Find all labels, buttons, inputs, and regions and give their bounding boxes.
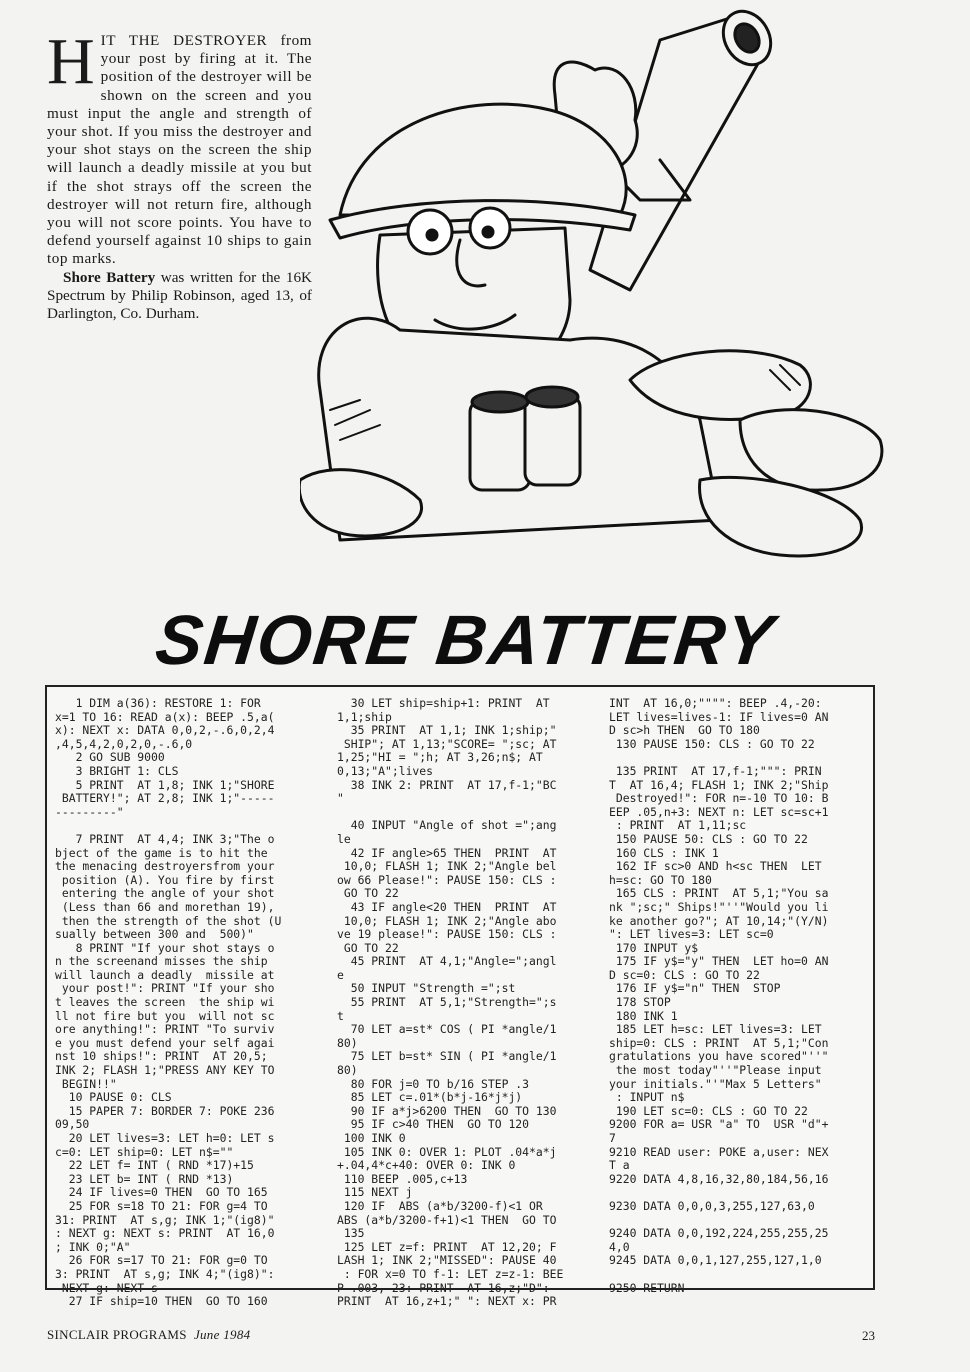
intro-paragraph: IT THE DESTROYER from your post by firing at it. The position of the destroyer will be shown on the screen and you must input the angle and strength of your shot. If you miss the destroyer and your shot stays on the screen the ship will launch a deadly missile at you but if the shot strays off the screen the destroyer will not return fire, although you will not score points. You have to defend yourself against 10 ships to gain top marks. [47, 32, 312, 268]
drop-cap: H [47, 25, 95, 98]
soldier-cartoon-illustration [300, 0, 910, 600]
page-number: 23 [862, 1328, 875, 1343]
title-text: SHORE BATTERY [152, 600, 779, 679]
listing-column-2: 30 LET ship=ship+1: PRINT AT 1,1;ship 35 PRINT AT 1,1; INK 1;ship;" SHIP"; AT 1,13;"SCORE= ";sc; AT 1,25;"HI = ";h; AT 3,26;n$; AT 0,13;"A";lives 38 INK 2: PRINT AT 17,f-1;"BC " 40 INPUT "Angle of shot =";ang le 42 IF angle>65 THEN PRINT AT 10,0; FLASH 1; INK 2;"Angle bel ow 66 Please!": PAUSE 150: CLS : GO TO 22 43 IF angle<20 THEN PRINT AT 10,0; FLASH 1; INK 2;"Angle abo ve 19 please!": PAUSE 150: CLS : GO TO 22 45 PRINT AT 4,1;"Angle=";angl e 50 INPUT "Strength =";st 55 PRINT AT 5,1;"Strength=";s t 70 LET a=st* COS ( PI *angle/1 80) 75 LET b=st* SIN ( PI *angle/1 80) 80 FOR j=0 TO b/16 STEP .3 85 LET c=.01*(b*j-16*j*j) 90 IF a*j>6200 THEN GO TO 130 95 IF c>40 THEN GO TO 120 100 INK 0 105 INK 0: OVER 1: PLOT .04*a*j +.04,4*c+40: OVER 0: INK 0 110 BEEP .005,c+13 115 NEXT j 120 IF ABS (a*b/3200-f)<1 OR ABS (a*b/3200-f+1)<1 THEN GO TO 135 125 LET z=f: PRINT AT 12,20; F LASH 1; INK 2;"MISSED": PAUSE 40 : FOR x=0 TO f-1: LET z=z-1: BEE P .003,-23: PRINT AT 16,z;"D": PRINT AT 16,z+1;" ": NEXT x: PR [337, 696, 564, 1309]
program-listing [45, 685, 875, 1309]
listing-column-3: INT AT 16,0;"""": BEEP .4,-20: LET lives=lives-1: IF lives=0 AN D sc>h THEN GO TO 180 130 PAUSE 150: CLS : GO TO 22 135 PRINT AT 17,f-1;""": PRIN T AT 16,4; FLASH 1; INK 2;"Ship Destroyed!": FOR n=-10 TO 10: B EEP .05,n+3: NEXT n: LET sc=sc+1 : PRINT AT 1,11;sc 150 PAUSE 50: CLS : GO TO 22 160 CLS : INK 1 162 IF sc>0 AND h<sc THEN LET h=sc: GO TO 180 165 CLS : PRINT AT 5,1;"You sa nk ";sc;" Ships!"''"Would you li ke another go?"; AT 10,14;"(Y/N) ": LET lives=3: LET sc=0 170 INPUT y$ 175 IF y$="y" THEN LET ho=0 AN D sc=0: CLS : GO TO 22 176 IF y$="n" THEN STOP 178 STOP 180 INK 1 185 LET h=sc: LET lives=3: LET ship=0: CLS : PRINT AT 5,1;"Con gratulations you have scored"''" the most today"''"Please input your initials."'"Max 5 Letters" : INPUT n$ 190 LET sc=0: CLS : GO TO 22 9200 FOR a= USR "a" TO USR "d"+ 7 9210 READ user: POKE a,user: NEX T a 9220 DATA 4,8,16,32,80,184,56,16 9230 DATA 0,0,0,3,255,127,63,0 9240 DATA 0,0,192,224,255,255,25 4,0 9245 DATA 0,0,1,127,255,127,1,0 9250 RETURN [609, 696, 829, 1295]
title-banner [150, 596, 790, 686]
credit-text: was written for the 16K Spectrum by Philip Robinson, aged 13, of Darlington, Co. Durham. [47, 268, 313, 323]
issue-date: June 1984 [193, 1327, 251, 1342]
footer-credit [47, 1327, 250, 1343]
listing-column-1: 1 DIM a(36): RESTORE 1: FOR x=1 TO 16: READ a(x): BEEP .5,a( x): NEXT x: DATA 0,0,2,-.6,0,2,4 ,4,5,4,2,0,2,0,-.6,0 2 GO SUB 9000 3 BRIGHT 1: CLS 5 PRINT AT 1,8; INK 1;"SHORE BATTERY!"; AT 2,8; INK 1;"----- ---------" 7 PRINT AT 4,4; INK 3;"The o bject of the game is to hit the the menacing destroyersfrom your position (A). You fire by first entering the angle of your shot (Less than 66 and morethan 19), then the strength of the shot (U sually between 300 and 500)" 8 PRINT "If your shot stays o n the screenand misses the ship will launch a deadly missile at your post!": PRINT "If your sho t leaves the screen the ship wi ll not fire but you will not sc ore anything!": PRINT "To surviv e you must defend your self agai nst 10 ships!": PRINT AT 20,5; INK 2; FLASH 1;"PRESS ANY KEY TO BEGIN!!" 10 PAUSE 0: CLS 15 PAPER 7: BORDER 7: POKE 236 09,50 20 LET lives=3: LET h=0: LET s c=0: LET ship=0: LET n$="" 22 LET f= INT ( RND *17)+15 23 LET b= INT ( RND *13) 24 IF lives=0 THEN GO TO 165 25 FOR s=18 TO 21: FOR g=4 TO 31: PRINT AT s,g; INK 1;"(ig8)" : NEXT g: NEXT s: PRINT AT 16,0 ; INK 0;"A" 26 FOR s=17 TO 21: FOR g=0 TO 3: PRINT AT s,g; INK 4;"(ig8)": NEXT g: NEXT s 27 IF ship=10 THEN GO TO 160 [55, 696, 282, 1309]
magazine-name: SINCLAIR PROGRAMS [47, 1327, 187, 1342]
program-name: Shore Battery [63, 268, 156, 286]
intro-text [47, 25, 313, 323]
credit-paragraph [47, 269, 312, 324]
